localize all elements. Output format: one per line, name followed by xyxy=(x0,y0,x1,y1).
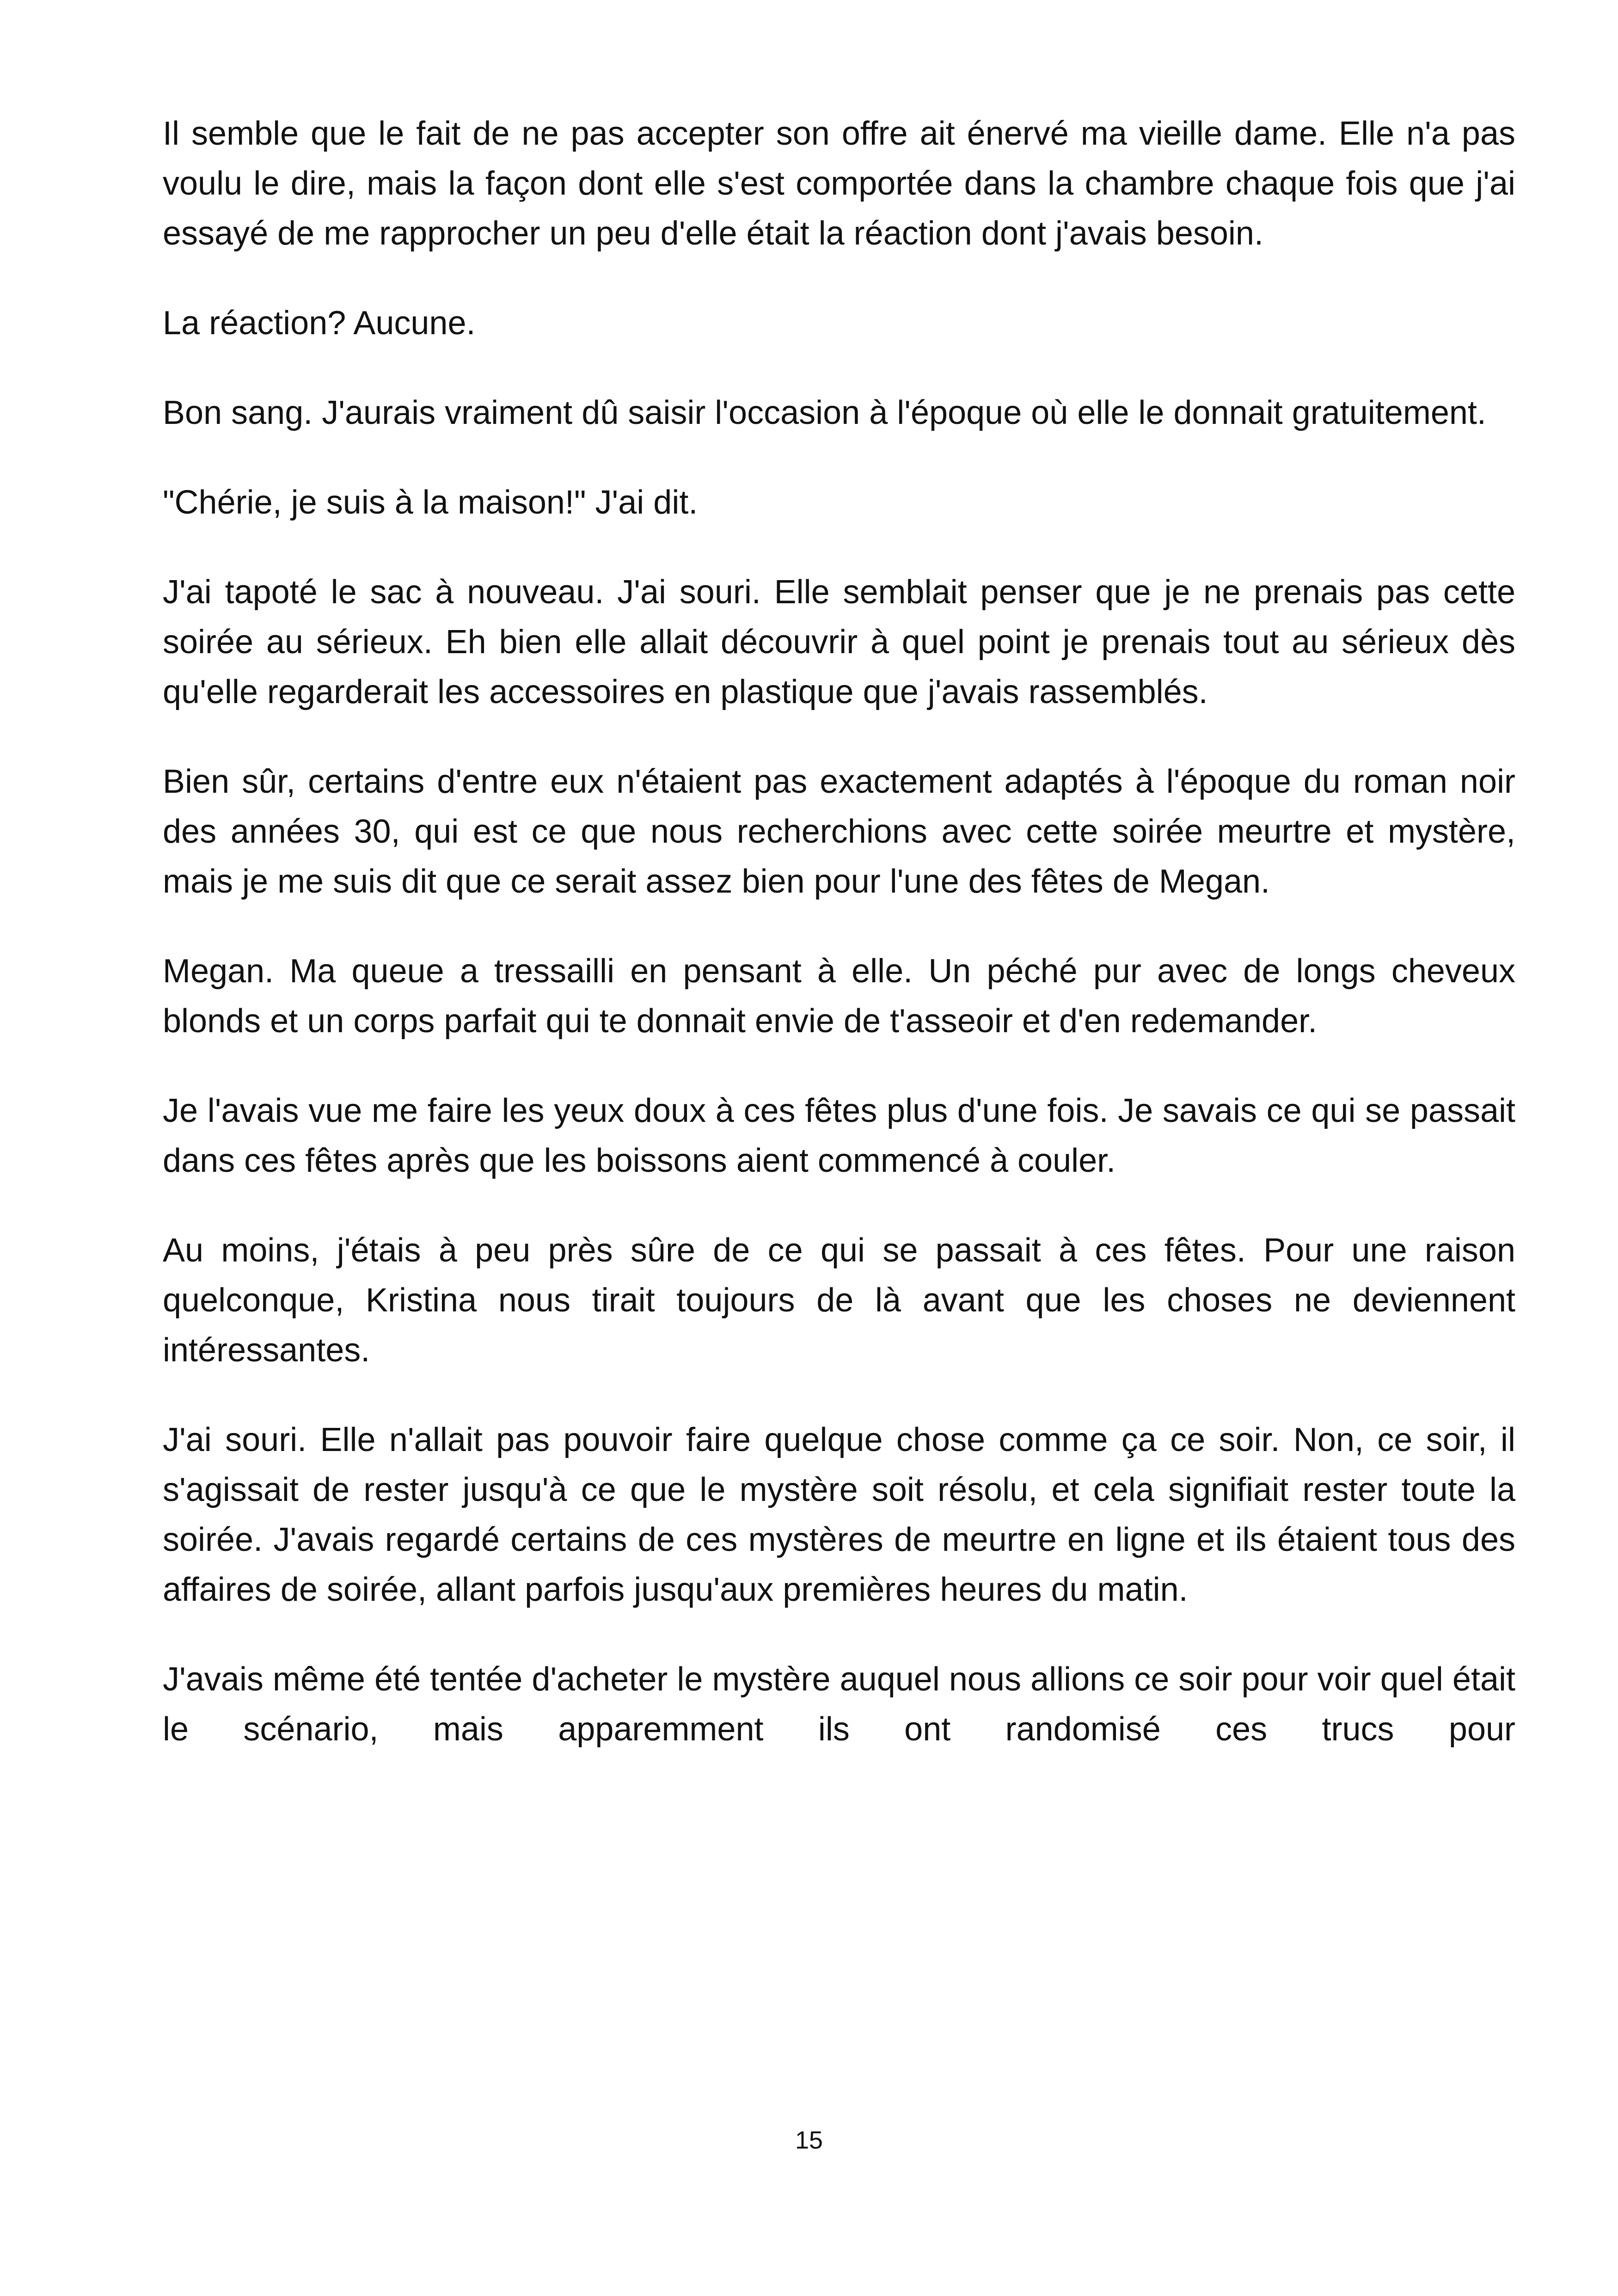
paragraph-9: Au moins, j'étais à peu près sûre de ce qui se passait à ces fêtes. Pour une raison quelconque, Kristina nous tirait toujours de là avant que les choses ne deviennent intéressantes. xyxy=(163,1232,1515,1369)
paragraph-5: J'ai tapoté le sac à nouveau. J'ai souri. Elle semblait penser que je ne prenais pas cette soirée au sérieux. Eh bien elle allait découvrir à quel point je prenais tout au sérieux dès qu'elle regarderait les accessoires en plastique que j'avais rassemblés. xyxy=(163,574,1515,710)
page-number: 15 xyxy=(795,2126,823,2154)
paragraph-7: Megan. Ma queue a tressailli en pensant à elle. Un péché pur avec de longs cheveux blonds et un corps parfait qui te donnait envie de t'asseoir et d'en redemander. xyxy=(163,953,1515,1040)
paragraph-2: La réaction? Aucune. xyxy=(163,305,476,342)
paragraph-6: Bien sûr, certains d'entre eux n'étaient pas exactement adaptés à l'époque du roman noir des années 30, qui est ce que nous recherchions avec cette soirée meurtre et mystère, mais je me suis dit que ce serait assez bien pour l'une des fêtes de Megan. xyxy=(163,763,1515,900)
paragraph-8: Je l'avais vue me faire les yeux doux à ces fêtes plus d'une fois. Je savais ce qui se passait dans ces fêtes après que les boissons aient commencé à couler. xyxy=(163,1092,1515,1179)
paragraph-10: J'ai souri. Elle n'allait pas pouvoir faire quelque chose comme ça ce soir. Non, ce soir, il s'agissait de rester jusqu'à ce que le mystère soit résolu, et cela signifiait rester toute la soirée. J'avais regardé certains de ces mystères de meurtre en ligne et ils étaient tous des affaires de soirée, allant parfois jusqu'aux premières heures du matin. xyxy=(163,1421,1515,1608)
paragraph-3: Bon sang. J'aurais vraiment dû saisir l'occasion à l'époque où elle le donnait gratuitement. xyxy=(163,394,1486,431)
paragraph-4: "Chérie, je suis à la maison!" J'ai dit. xyxy=(163,484,698,521)
paragraph-11: J'avais même été tentée d'acheter le mystère auquel nous allions ce soir pour voir quel était le scénario, mais apparemment ils ont randomisé ces trucs pour xyxy=(163,1661,1515,1748)
paragraph-1: Il semble que le fait de ne pas accepter son offre ait énervé ma vieille dame. Elle n'a pas voulu le dire, mais la façon dont elle s'est comportée dans la chambre chaque fois que j'ai essayé de me rapprocher un peu d'elle était la réaction dont j'avais besoin. xyxy=(163,115,1515,252)
body-text xyxy=(163,109,1515,1754)
